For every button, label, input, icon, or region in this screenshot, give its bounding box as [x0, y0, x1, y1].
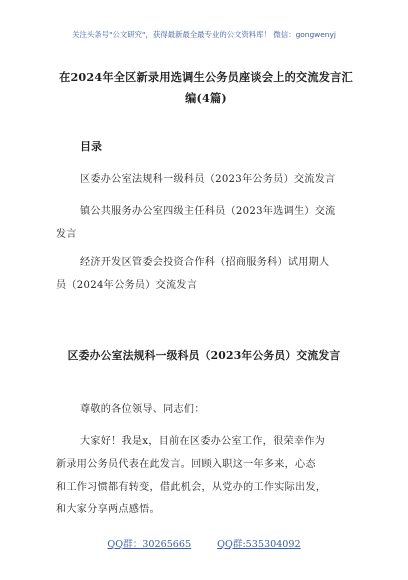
paragraph-line-4: 和大家分享两点感悟。	[56, 504, 160, 515]
footer-qq-group-1[interactable]: QQ群：30265665	[107, 539, 192, 550]
header-banner: 关注头条号"公文研究"，获得最新最全最专业的公文资料库！ 微信：gongwenyj	[72, 30, 336, 39]
salutation: 尊敬的各位领导、同志们：	[80, 404, 205, 415]
toc-entry-3[interactable]: 经济开发区管委会投资合作科（招商服务科）试用期人	[80, 257, 330, 268]
footer-qq-group-2[interactable]: QQ群:535304092	[217, 539, 301, 550]
document-title-line-1: 在2024年全区新录用选调生公务员座谈会上的交流发言汇	[59, 70, 353, 84]
paragraph-line-2: 新录用公务员代表在此发言。回顾入职这一年多来，心态	[56, 459, 316, 470]
toc-entry-2-continuation[interactable]: 发言	[56, 229, 77, 240]
document-title-line-2: 编(4篇)	[185, 91, 227, 105]
section-heading: 区委办公室法规科一级科员（2023年公务员）交流发言	[67, 349, 341, 362]
paragraph-line-3: 和工作习惯都有转变，借此机会，从党办的工作实际出发，	[56, 482, 327, 493]
paragraph-line-1: 大家好！我是x，目前在区委办公室工作，很荣幸作为	[80, 436, 326, 447]
toc-entry-3-continuation[interactable]: 员（2024年公务员）交流发言	[56, 280, 198, 291]
footer	[0, 536, 408, 550]
toc-heading: 目录	[80, 140, 102, 153]
toc-entry-1[interactable]: 区委办公室法规科一级科员（2023年公务员）交流发言	[80, 174, 336, 185]
toc-entry-2[interactable]: 镇公共服务办公室四级主任科员（2023年选调生）交流	[80, 206, 336, 217]
